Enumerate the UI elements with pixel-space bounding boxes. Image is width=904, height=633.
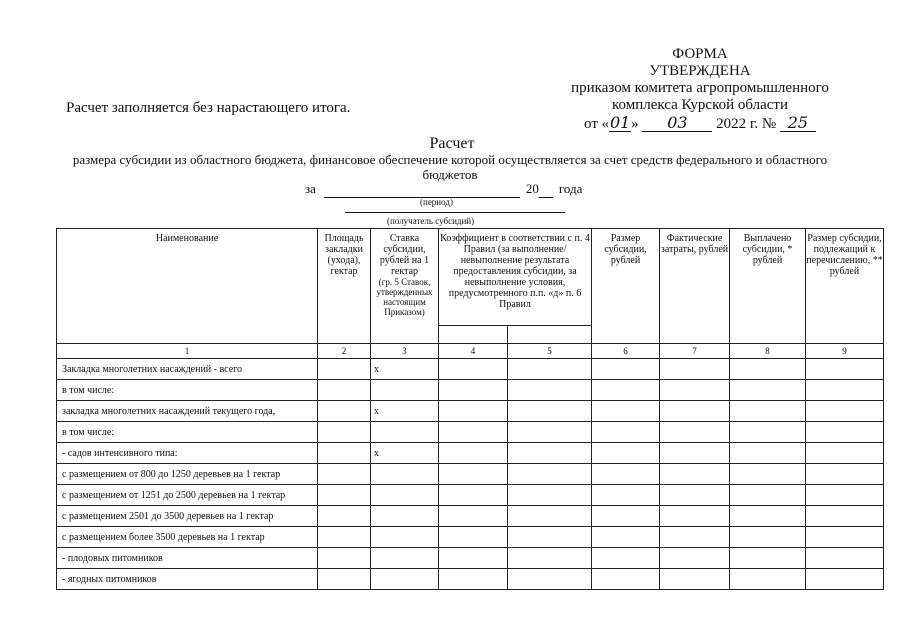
column-number: 9 [806,344,884,359]
row-value-cell[interactable] [592,359,660,380]
row-value-cell[interactable] [660,548,730,569]
row-label: с размещением от 800 до 1250 деревьев на 1 гектар [57,464,318,485]
row-value-cell[interactable] [660,464,730,485]
row-value-cell[interactable] [592,548,660,569]
row-value-cell[interactable] [439,401,508,422]
row-value-cell[interactable] [592,527,660,548]
row-value-cell[interactable] [439,443,508,464]
row-label: с размещением от 1251 до 2500 деревьев на 1 гектар [57,485,318,506]
row-value-cell[interactable] [730,485,806,506]
row-value-cell[interactable] [660,527,730,548]
row-rate-cell [371,464,439,485]
approval-date: от «01» 03 2022 г. № 25 [560,114,840,133]
row-value-cell[interactable] [806,464,884,485]
period-suffix: года [558,181,583,196]
date-month: 03 [642,114,712,132]
row-value-cell[interactable] [508,422,592,443]
row-label: - плодовых питомников [57,548,318,569]
column-number: 6 [592,344,660,359]
period-year-blank[interactable] [539,181,553,198]
row-label: - ягодных питомников [57,569,318,590]
table-row [57,569,884,590]
row-value-cell[interactable] [439,485,508,506]
table-row [57,548,884,569]
row-value-cell[interactable] [730,422,806,443]
row-label: - садов интенсивного типа: [57,443,318,464]
table-body [57,359,884,590]
table-row [57,422,884,443]
table-row [57,359,884,380]
row-value-cell[interactable] [806,401,884,422]
row-value-cell[interactable] [508,527,592,548]
row-value-cell[interactable] [806,359,884,380]
header-rate-main: Ставка субсидии, рублей на 1 гектар [379,233,430,277]
header-area: Площадь закладки (ухода), гектар [318,229,371,344]
header-coef-sub-2 [508,326,592,344]
document-subtitle: размера субсидии из областного бюджета, финансовое обеспечение которой осуществляется за счет средств федерального и областного бюджетов [72,152,828,182]
row-value-cell[interactable] [508,464,592,485]
row-rate-cell [371,380,439,401]
column-number: 1 [57,344,318,359]
approved-label: УТВЕРЖДЕНА [649,63,751,79]
row-value-cell[interactable] [730,380,806,401]
column-numbers-row [57,344,884,359]
period-caption: (период) [420,197,453,207]
period-blank[interactable] [324,181,520,198]
row-value-cell[interactable] [508,548,592,569]
row-value-cell[interactable] [318,380,371,401]
row-label: в том числе: [57,380,318,401]
table-row [57,464,884,485]
row-label: с размещением 2501 до 3500 деревьев на 1 гектар [57,506,318,527]
date-year-number-label: 2022 г. № [716,116,777,132]
row-value-cell[interactable] [592,380,660,401]
header-size: Размер субсидии, рублей [592,229,660,344]
row-value-cell[interactable] [439,359,508,380]
row-value-cell[interactable] [318,401,371,422]
row-value-cell[interactable] [508,443,592,464]
row-value-cell[interactable] [660,569,730,590]
row-value-cell[interactable] [508,506,592,527]
row-rate-cell [371,527,439,548]
row-rate-cell: х [371,359,439,380]
row-value-cell[interactable] [806,569,884,590]
table-row [57,506,884,527]
row-value-cell[interactable] [730,569,806,590]
order-number: 25 [780,114,816,132]
row-rate-cell [371,548,439,569]
table-row [57,527,884,548]
row-value-cell[interactable] [439,527,508,548]
row-value-cell[interactable] [318,527,371,548]
row-value-cell[interactable] [730,443,806,464]
row-value-cell[interactable] [508,380,592,401]
row-value-cell[interactable] [592,464,660,485]
row-value-cell[interactable] [439,422,508,443]
column-number: 7 [660,344,730,359]
row-value-cell[interactable] [730,359,806,380]
date-day: 01 [609,113,631,132]
period-line [305,181,582,198]
row-value-cell[interactable] [508,569,592,590]
row-value-cell[interactable] [318,569,371,590]
period-prefix: за [305,181,316,196]
row-value-cell[interactable] [439,380,508,401]
row-value-cell[interactable] [592,485,660,506]
approval-authority-line2: комплекса Курской области [611,97,789,113]
header-name: Наименование [57,229,318,344]
column-number: 5 [508,344,592,359]
row-value-cell[interactable] [592,506,660,527]
header-rate-note: (гр. 5 Ставок, утвержденных настоящим Приказом) [376,277,433,317]
row-value-cell[interactable] [439,464,508,485]
header-coefficient: Коэффициент в соответствии с п. 4 Правил (за выполнение/невыполнение результата предоставления субсидии, за невыполнение условия, предусмотренного п.п. «д» п. 6 Правил [439,229,592,326]
row-value-cell[interactable] [508,485,592,506]
row-value-cell[interactable] [318,443,371,464]
table-header-row [57,229,884,326]
row-value-cell[interactable] [660,422,730,443]
row-value-cell[interactable] [806,485,884,506]
row-value-cell[interactable] [592,443,660,464]
row-rate-cell: х [371,401,439,422]
row-value-cell[interactable] [660,401,730,422]
row-rate-cell [371,569,439,590]
row-value-cell[interactable] [730,548,806,569]
approval-authority-line1: приказом комитета агропромышленного [571,80,829,96]
header-actual: Фактические затраты, рублей [660,229,730,344]
approval-block [560,46,840,133]
row-value-cell[interactable] [660,359,730,380]
row-value-cell[interactable] [592,401,660,422]
table-row [57,380,884,401]
row-rate-cell [371,485,439,506]
row-value-cell[interactable] [439,548,508,569]
header-due: Размер субсидии, подлежащий к перечислению, ** рублей [806,229,884,344]
row-value-cell[interactable] [660,485,730,506]
row-value-cell[interactable] [508,359,592,380]
row-value-cell[interactable] [806,443,884,464]
row-value-cell[interactable] [660,443,730,464]
row-label: Закладка многолетних насаждений - всего [57,359,318,380]
date-prefix: от [584,116,598,132]
column-number: 2 [318,344,371,359]
row-value-cell[interactable] [806,422,884,443]
row-label: в том числе: [57,422,318,443]
row-value-cell[interactable] [439,569,508,590]
row-value-cell[interactable] [439,506,508,527]
row-value-cell[interactable] [318,359,371,380]
row-value-cell[interactable] [318,506,371,527]
table-row [57,443,884,464]
row-rate-cell [371,422,439,443]
row-value-cell[interactable] [592,422,660,443]
row-value-cell[interactable] [660,506,730,527]
row-value-cell[interactable] [730,527,806,548]
row-value-cell[interactable] [730,401,806,422]
row-value-cell[interactable] [592,569,660,590]
row-value-cell[interactable] [806,527,884,548]
recipient-blank[interactable] [345,212,565,213]
table-row [57,485,884,506]
row-value-cell[interactable] [806,380,884,401]
row-value-cell[interactable] [660,380,730,401]
table-row [57,401,884,422]
row-value-cell[interactable] [806,506,884,527]
row-value-cell[interactable] [318,548,371,569]
row-label: закладка многолетних насаждений текущего года, [57,401,318,422]
row-value-cell[interactable] [318,422,371,443]
column-number: 3 [371,344,439,359]
form-label: ФОРМА [672,46,728,62]
subsidy-table [56,228,884,590]
row-value-cell[interactable] [806,548,884,569]
row-rate-cell: х [371,443,439,464]
document-title: Расчет [429,135,475,152]
row-value-cell[interactable] [730,506,806,527]
fill-note: Расчет заполняется без нарастающего итога. [66,100,351,116]
header-rate [371,229,439,344]
header-coef-sub-1 [439,326,508,344]
column-number: 8 [730,344,806,359]
row-rate-cell [371,506,439,527]
row-value-cell[interactable] [508,401,592,422]
period-year-prefix: 20 [525,181,539,196]
row-value-cell[interactable] [318,485,371,506]
header-paid: Выплачено субсидии, * рублей [730,229,806,344]
row-label: с размещением более 3500 деревьев на 1 гектар [57,527,318,548]
row-value-cell[interactable] [730,464,806,485]
row-value-cell[interactable] [318,464,371,485]
column-number: 4 [439,344,508,359]
recipient-caption: (получатель субсидий) [387,216,475,226]
